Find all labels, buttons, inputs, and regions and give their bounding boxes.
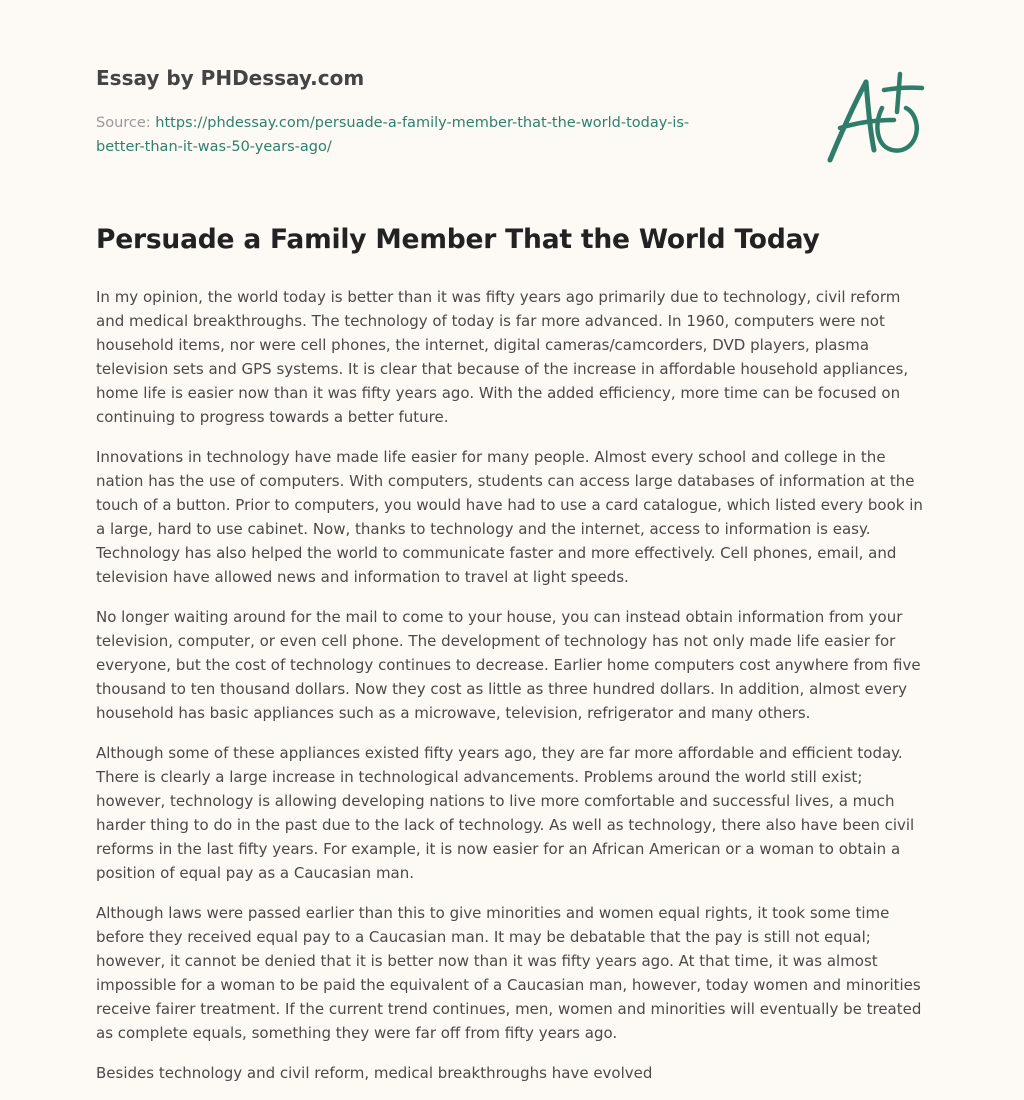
source-url-line2: better-than-it-was-50-years-ago/ xyxy=(96,139,332,155)
essay-paragraph: In my opinion, the world today is better than it was fifty years ago primarily due to technology, civil reform and medical breakthroughs. The technology of today is far more advanced. In 1960, computers were not household items, nor were cell phones, the internet, digital cameras/camcorders, DVD players, plasma television sets and GPS systems. It is clear that because of the increase in affordable household appliances, home life is easier now than it was fifty years ago. With the added efficiency, more time can be focused on continuing to progress towards a better future. xyxy=(96,288,909,426)
essay-body xyxy=(96,285,932,1100)
a-plus-grade-icon xyxy=(822,68,932,168)
essay-paragraph: Innovations in technology have made life easier for many people. Almost every school and college in the nation has the use of computers. With computers, students can access large databases of information at the touch of a button. Prior to computers, you would have had to use a card catalogue, which listed every book in a large, hard to use cabinet. Now, thanks to technology and the internet, access to information is easy. Technology has also helped the world to communicate faster and more effectively. Cell phones, email, and television have allowed news and information to travel at light speeds. xyxy=(96,448,923,586)
essay-paragraph: Besides technology and civil reform, medical breakthroughs have evolved xyxy=(96,1064,653,1082)
essay-paragraph: No longer waiting around for the mail to come to your house, you can instead obtain information from your television, computer, or even cell phone. The development of technology has not only made life easier for everyone, but the cost of technology continues to decrease. Earlier home computers cost anywhere from five thousand to ten thousand dollars. Now they cost as little as three hundred dollars. In addition, almost every household has basic appliances such as a microwave, television, refrigerator and many others. xyxy=(96,608,921,722)
essay-title: Persuade a Family Member That the World Today xyxy=(96,224,820,255)
essay-paragraph: Although some of these appliances existed fifty years ago, they are far more affordable and efficient today. There is clearly a large increase in technological advancements. Problems around the world still exist; however, technology is allowing developing nations to live more comfortable and successful lives, a much harder thing to do in the past due to the lack of technology. As well as technology, there also have been civil reforms in the last fifty years. For example, it is now easier for an African American or a woman to obtain a position of equal pay as a Caucasian man. xyxy=(96,744,915,882)
site-brand: Essay by PHDessay.com xyxy=(96,66,365,90)
essay-paragraph: Although laws were passed earlier than this to give minorities and women equal rights, it took some time before they received equal pay to a Caucasian man. It may be debatable that the pay is still not equal; however, it cannot be denied that it is better now than it was fifty years ago. At that time, it was almost impossible for a woman to be paid the equivalent of a Caucasian man, however, today women and minorities receive fairer treatment. If the current trend continues, men, women and minorities will eventually be treated as complete equals, something they were far off from fifty years ago. xyxy=(96,904,922,1042)
source-link[interactable] xyxy=(96,115,689,155)
source-url-line1: https://phdessay.com/persuade-a-family-member-that-the-world-today-is- xyxy=(155,115,690,131)
source-line xyxy=(96,111,736,159)
source-label: Source: xyxy=(96,115,151,131)
